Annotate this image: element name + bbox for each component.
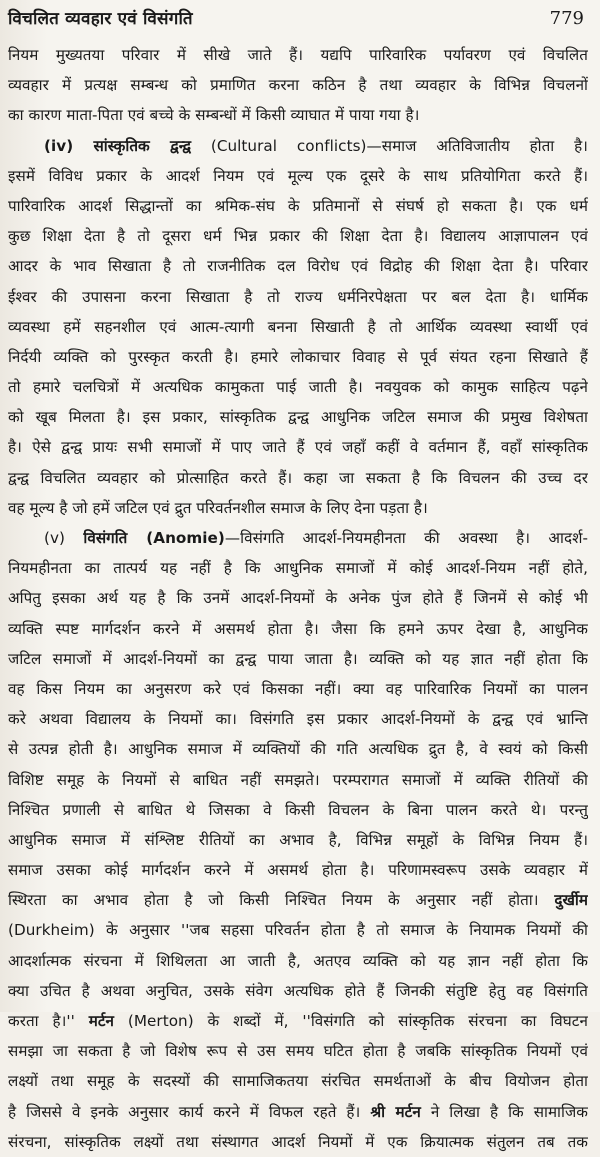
text-line xyxy=(8,282,588,312)
text-line xyxy=(8,976,588,1006)
text-segment: पारिवारिक आदर्श सिद्धान्तों का श्रमिक-संघ के प्रतिमानों से संघर्ष हो सकता है। एक धर्म xyxy=(8,196,588,215)
text-segment: व्यक्ति स्पष्ट मार्गदर्शन करने में असमर्थ होता है। जैसा कि हमने ऊपर देखा है, आधुनिक xyxy=(8,619,588,638)
text-segment: अपितु इसका अर्थ यह है कि उनमें आदर्श-नियमों के अनेक पुंज होते हैं जिनमें से कोई भी xyxy=(8,589,588,608)
text-segment: संरचना, सांस्कृतिक लक्ष्यों तथा संस्थागत आदर्श नियमों में एक क्रियात्मक संतुलन तब तक xyxy=(8,1132,588,1151)
text-line xyxy=(8,1036,588,1066)
text-line xyxy=(8,312,588,342)
bold-term: श्री मर्टन xyxy=(370,1102,421,1121)
text-segment: नियमहीनता का तात्पर्य यह नहीं है कि आधुनिक समाजों में कोई आदर्श-नियम नहीं होते, xyxy=(8,559,588,578)
text-line xyxy=(8,734,588,764)
text-segment: निर्दयी व्यक्ति को पुरस्कृत करती है। हमारे लोकाचार विवाह से पूर्व संयत रहना सिखाते हैं xyxy=(8,347,588,366)
text-line xyxy=(8,855,588,885)
text-line xyxy=(8,614,588,644)
text-line xyxy=(8,795,588,825)
text-segment: लक्ष्यों तथा समूह के सदस्यों की सामाजिकतया संरचित समर्थताओं के बीच वियोजन होता xyxy=(8,1072,588,1091)
text-line xyxy=(8,915,588,945)
text-line xyxy=(8,1066,588,1096)
text-line xyxy=(8,1097,588,1127)
bold-term: सांस्कृतिक द्वन्द्व xyxy=(93,136,192,155)
text-segment: का कारण माता-पिता एवं बच्चे के सम्बन्धों में किसी व्याघात में पाया गया है। xyxy=(8,106,420,125)
text-line xyxy=(8,342,588,372)
text-segment: नियम मुख्यतया परिवार में सीखे जाते हैं। यद्यपि पारिवारिक पर्यावरण एवं विचलित xyxy=(8,46,588,64)
text-line xyxy=(8,372,588,402)
text-segment: आदर्शात्मक संरचना में शिथिलता आ जाती है, अतएव व्यक्ति को यह ज्ञान नहीं होता कि xyxy=(8,951,588,970)
text-segment: तो हमारे चलचित्रों में अत्यधिक कामुकता पाई जाती है। नवयुवक को कामुक साहित्य पढ़ने xyxy=(8,378,588,397)
text-line xyxy=(8,251,588,281)
text-line xyxy=(8,131,588,161)
bold-term: (Anomie) xyxy=(127,529,225,547)
text-line xyxy=(8,402,588,432)
text-segment: करता है।'' xyxy=(8,1012,89,1030)
text-line xyxy=(8,583,588,613)
text-line xyxy=(8,674,588,704)
text-segment: से उत्पन्न होती है। आधुनिक समाज में व्यक्तियों की गति अत्यधिक द्रुत है, वे स्वयं को किसी xyxy=(8,740,588,759)
text-segment: को खूब मिलता है। इस प्रकार, सांस्कृतिक द्वन्द्व आधुनिक जटिल समाज की प्रमुख विशेषता xyxy=(8,408,588,427)
text-line xyxy=(8,493,588,523)
text-line xyxy=(8,1127,588,1157)
page-number: 779 xyxy=(549,8,584,29)
text-segment: करे अथवा विद्यालय के नियमों का। विसंगति इस प्रकार आदर्श-नियमों के द्वन्द्व एवं भ्रान्ति xyxy=(8,710,588,729)
text-line xyxy=(8,161,588,191)
text-segment: जटिल समाजों में आदर्श-नियमों का द्वन्द्व पाया जाता है। व्यक्ति को यह ज्ञात नहीं होता कि xyxy=(8,649,588,668)
text-segment: है जिससे वे इनके अनुसार कार्य करने में विफल रहते हैं। xyxy=(8,1102,371,1121)
text-line xyxy=(8,191,588,221)
text-segment: (Durkheim) के अनुसार ''जब सहसा परिवर्तन होता है तो समाज के नियामक नियमों की xyxy=(8,921,588,940)
text-segment: है। ऐसे द्वन्द्व प्रायः सभी समाजों में पाए जाते हैं एवं जहाँ कहीं वे वर्तमान हैं, वहाँ सांस्कृतिक xyxy=(8,438,588,457)
text-line xyxy=(8,885,588,915)
text-segment: ने लिखा है कि सामाजिक xyxy=(420,1102,588,1121)
text-segment: व्यवहार में प्रत्यक्ष सम्बन्ध को प्रमाणित करना कठिन है तथा व्यवहार के विभिन्न विचलनों xyxy=(8,76,588,95)
running-head: विचलित व्यवहार एवं विसंगति xyxy=(8,9,193,29)
text-segment: (v) xyxy=(44,529,84,547)
text-segment: समझा जा सकता है जो विशेष रूप से उस समय घटित होता है जबकि सांस्कृतिक नियमों एवं xyxy=(8,1042,588,1061)
bold-term: दुर्खीम xyxy=(554,891,588,910)
text-segment: इसमें विविध प्रकार के आदर्श नियम एवं मूल्य एक दूसरे के साथ प्रतियोगिता करते हैं। xyxy=(8,166,588,185)
text-line xyxy=(8,825,588,855)
text-line xyxy=(8,1006,588,1036)
text-line xyxy=(8,553,588,583)
text-segment: व्यवस्था हमें सहनशील एवं आत्म-त्यागी बनना सिखाती है तो आर्थिक व्यवस्था स्वार्थी एवं xyxy=(8,317,588,336)
text-segment: वह मूल्य है जो हमें जटिल एवं द्रुत परिवर्तनशील समाज के लिए देना पड़ता है। xyxy=(8,498,428,517)
text-segment: विशिष्ट समूह के नियमों से बाधित नहीं समझते। परम्परागत समाजों में व्यक्ति रीतियों की xyxy=(8,770,588,789)
text-segment: क्या उचित है अथवा अनुचित, उसके संवेग अत्यधिक होते हैं जिनकी संतुष्टि हेतु वह विसंगति xyxy=(8,981,588,1000)
text-line xyxy=(8,765,588,795)
text-line xyxy=(8,221,588,251)
text-line xyxy=(8,946,588,976)
text-segment: वह किस नियम का अनुसरण करे एवं किसका नहीं। क्या वह पारिवारिक नियमों का पालन xyxy=(8,679,588,698)
text-segment: (Merton) के शब्दों में, ''विसंगति को सांस्कृतिक संरचना का विघटन xyxy=(114,1012,588,1030)
text-line xyxy=(8,100,588,130)
text-segment: स्थिरता का अभाव होता है जो किसी निश्चित नियम के अनुसार नहीं होता। xyxy=(8,891,555,910)
text-line xyxy=(8,523,588,553)
page-header xyxy=(8,6,588,40)
text-segment: निश्चित प्रणाली से बाधित थे जिसका वे किसी विचलन के बिना पालन करते थे। परन्तु xyxy=(8,800,588,819)
text-line xyxy=(8,463,588,493)
text-segment: (Cultural conflicts)—समाज अतिविजातीय होता है। xyxy=(191,136,588,155)
bold-term: (iv) xyxy=(44,136,94,155)
bold-term: मर्टन xyxy=(88,1012,115,1030)
text-line xyxy=(8,70,588,100)
text-segment: आदर के भाव सिखाता है तो राजनीतिक दल विरोध एवं विद्रोह की शिक्षा देता है। परिवार xyxy=(8,257,588,276)
text-segment: आधुनिक समाज में संश्लिष्ट रीतियों का अभाव है, विभिन्न समूहों के विभिन्न नियम हैं। xyxy=(8,830,588,849)
text-line xyxy=(8,40,588,70)
text-line xyxy=(8,704,588,734)
text-segment: कुछ शिक्षा देता है तो दूसरा धर्म भिन्न प्रकार की शिक्षा देता है। विद्यालय आज्ञापालन एवं xyxy=(8,227,588,246)
text-segment: समाज उसका कोई मार्गदर्शन करने में असमर्थ होता है। परिणामस्वरूप उसके व्यवहार में xyxy=(8,861,588,880)
text-segment: ईश्वर की उपासना करना सिखाता है तो राज्य धर्मनिरपेक्षता पर बल देता है। धार्मिक xyxy=(8,287,588,306)
text-line xyxy=(8,432,588,462)
text-segment: द्वन्द्व विचलित व्यवहार को प्रोत्साहित करते हैं। कहा जा सकता है कि विचलन की उच्च दर xyxy=(8,468,588,487)
body-text xyxy=(8,40,588,1157)
text-segment: —विसंगति आदर्श-नियमहीनता की अवस्था है। आदर्श- xyxy=(224,529,588,547)
bold-term: विसंगति xyxy=(83,529,128,547)
text-line xyxy=(8,644,588,674)
